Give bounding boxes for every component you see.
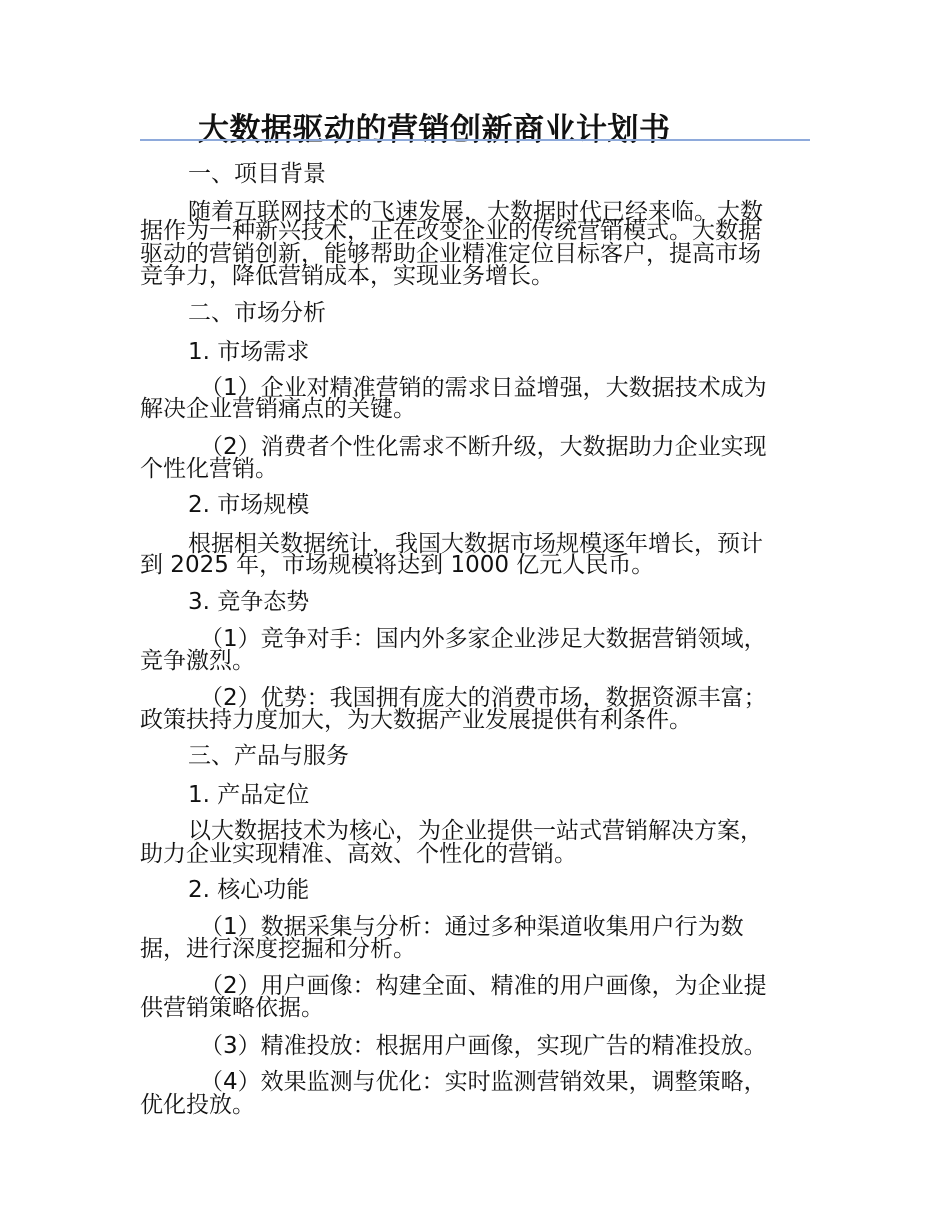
section-heading-market: 二、市场分析: [188, 300, 326, 326]
paragraph-line: 到 2025 年，市场规模将达到 1000 亿元人民币。: [140, 552, 655, 578]
subheading-competition: 3. 竞争态势: [188, 589, 310, 615]
paragraph-line: 竞争力，降低营销成本，实现业务增长。: [140, 263, 554, 289]
paragraph-line: （1）数据采集与分析：通过多种渠道收集用户行为数: [200, 914, 744, 940]
paragraph-line: 据，进行深度挖掘和分析。: [140, 936, 416, 962]
subheading-demand: 1. 市场需求: [188, 339, 310, 365]
section-heading-background: 一、项目背景: [188, 161, 326, 187]
paragraph-line: 随着互联网技术的飞速发展，大数据时代已经来临。大数: [188, 199, 763, 225]
paragraph-line: （2）用户画像：构建全面、精准的用户画像，为企业提: [200, 973, 767, 999]
paragraph-line: 驱动的营销创新，能够帮助企业精准定位目标客户，提高市场: [140, 241, 761, 267]
paragraph-line: 助力企业实现精准、高效、个性化的营销。: [140, 841, 577, 867]
subheading-scale: 2. 市场规模: [188, 492, 310, 518]
paragraph-line: 根据相关数据统计，我国大数据市场规模逐年增长，预计: [188, 531, 763, 557]
paragraph-line: 以大数据技术为核心，为企业提供一站式营销解决方案，: [188, 818, 763, 844]
paragraph-line: 供营销策略依据。: [140, 995, 324, 1021]
paragraph-line: （1）竞争对手：国内外多家企业涉足大数据营销领域，: [200, 626, 767, 652]
paragraph-line: （2）消费者个性化需求不断升级，大数据助力企业实现: [200, 434, 767, 460]
paragraph-line: 解决企业营销痛点的关键。: [140, 396, 416, 422]
paragraph-line: 据作为一种新兴技术，正在改变企业的传统营销模式。大数据: [140, 218, 761, 244]
subheading-core-functions: 2. 核心功能: [188, 877, 310, 903]
paragraph-line: 政策扶持力度加大，为大数据产业发展提供有利条件。: [140, 707, 692, 733]
document-title: 大数据驱动的营销创新商业计划书: [198, 112, 671, 148]
section-heading-products: 三、产品与服务: [188, 743, 349, 769]
paragraph-line: （2）优势：我国拥有庞大的消费市场，数据资源丰富；: [200, 685, 767, 711]
paragraph-line: （4）效果监测与优化：实时监测营销效果，调整策略，: [200, 1069, 767, 1095]
paragraph-line: （1）企业对精准营销的需求日益增强，大数据技术成为: [200, 375, 767, 401]
title-underline: [140, 139, 810, 141]
paragraph-line: （3）精准投放：根据用户画像，实现广告的精准投放。: [200, 1033, 767, 1059]
subheading-positioning: 1. 产品定位: [188, 782, 310, 808]
paragraph-line: 优化投放。: [140, 1092, 255, 1118]
paragraph-line: 个性化营销。: [140, 456, 278, 482]
paragraph-line: 竞争激烈。: [140, 648, 255, 674]
